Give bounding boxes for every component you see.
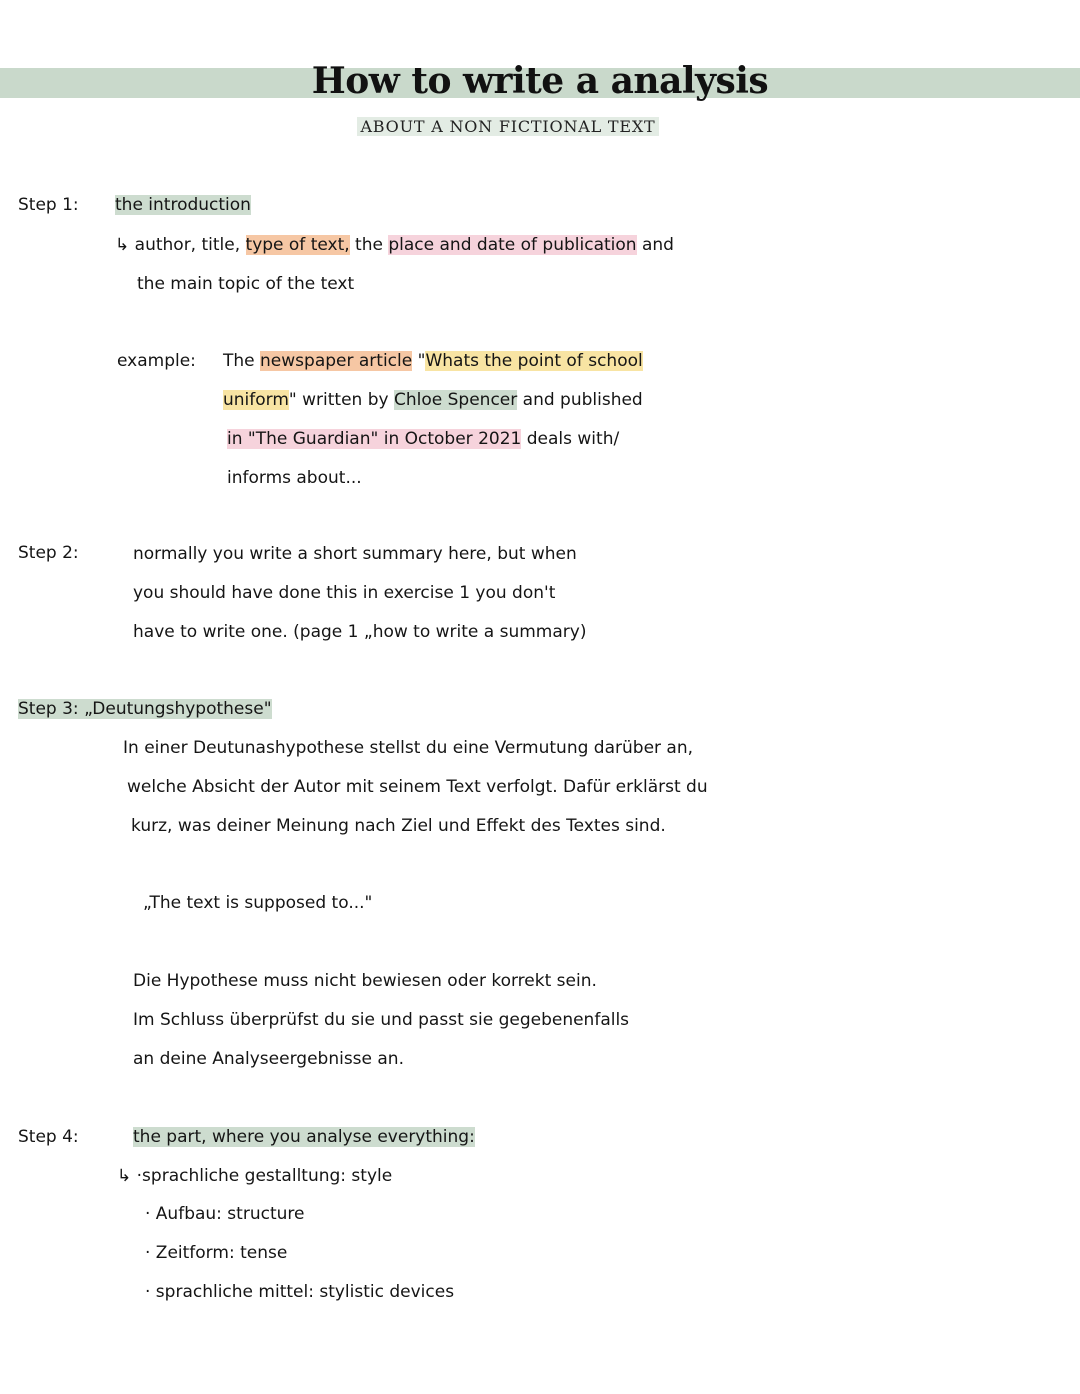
step3-heading: „Deutungshypothese" (84, 699, 272, 719)
step1-heading-text: the introduction (115, 195, 251, 215)
step1-line1-b: type of text, (245, 235, 350, 255)
step4-heading-text: the part, where you analyse everything: (133, 1127, 475, 1147)
step3-line4: Die Hypothese muss nicht bewiesen oder korrekt sein. (133, 971, 597, 991)
step1-label: Step 1: (18, 195, 79, 215)
step2-line2: you should have done this in exercise 1 you don't (133, 583, 556, 603)
step3-highlight (18, 699, 272, 719)
page-title: How to write a analysis (311, 60, 769, 102)
page-subtitle (0, 117, 1016, 136)
step3-line5: Im Schluss überprüfst du sie und passt sie gegebenenfalls (133, 1010, 630, 1030)
step3-line3: kurz, was deiner Meinung nach Ziel und Effekt des Textes sind. (131, 816, 666, 836)
example-line1 (223, 351, 643, 371)
step3-line6: an deine Analyseergebnisse an. (133, 1049, 404, 1069)
step4-item3: · Zeitform: tense (145, 1243, 288, 1263)
ex1-b: newspaper article (260, 351, 413, 371)
example-line2 (223, 390, 643, 410)
step3-label: Step 3: (18, 699, 79, 719)
step4-item4: · sprachliche mittel: stylistic devices (145, 1282, 455, 1302)
ex2-a: uniform (223, 390, 289, 410)
step4-label: Step 4: (18, 1127, 79, 1147)
step2-line3: have to write one. (page 1 „how to write a summary) (133, 622, 587, 642)
ex2-c: Chloe Spencer (394, 390, 518, 410)
step1-line1-d: place and date of publication (388, 235, 637, 255)
example-line3 (227, 429, 619, 449)
step4-item2: · Aufbau: structure (145, 1204, 305, 1224)
step3-header (18, 699, 272, 719)
step3-line2: welche Absicht der Autor mit seinem Text verfolgt. Dafür erklärst du (127, 777, 708, 797)
example-line4: informs about... (227, 468, 362, 488)
ex1-d: Whats the point of school (425, 351, 643, 371)
arrow-icon: ↳ (115, 235, 130, 255)
step2-line1: normally you write a short summary here, but when (133, 544, 577, 564)
ex2-b: " written by (288, 390, 394, 410)
step2-label: Step 2: (18, 543, 79, 563)
step3-line1: In einer Deutunashypothese stellst du eine Vermutung darüber an, (123, 738, 694, 758)
example-label: example: (117, 351, 196, 371)
step1-heading (115, 195, 251, 215)
step1-line1 (115, 235, 674, 255)
ex1-c: " (412, 351, 426, 371)
ex3-b: deals with/ (521, 429, 620, 449)
ex1-a: The (223, 351, 261, 371)
step1-line1-e: and (636, 235, 674, 255)
step1-line1-c: the (349, 235, 389, 255)
ex2-d: and published (517, 390, 643, 410)
step1-line2: the main topic of the text (137, 274, 355, 294)
step4-item1: ↳ ·sprachliche gestalltung: style (117, 1166, 393, 1186)
step3-quote: „The text is supposed to..." (143, 893, 373, 913)
subtitle-text: ABOUT A NON FICTIONAL TEXT (357, 117, 658, 136)
ex3-a: in "The Guardian" in October 2021 (227, 429, 522, 449)
step1-line1-a: author, title, (134, 235, 246, 255)
step4-heading (133, 1127, 475, 1147)
